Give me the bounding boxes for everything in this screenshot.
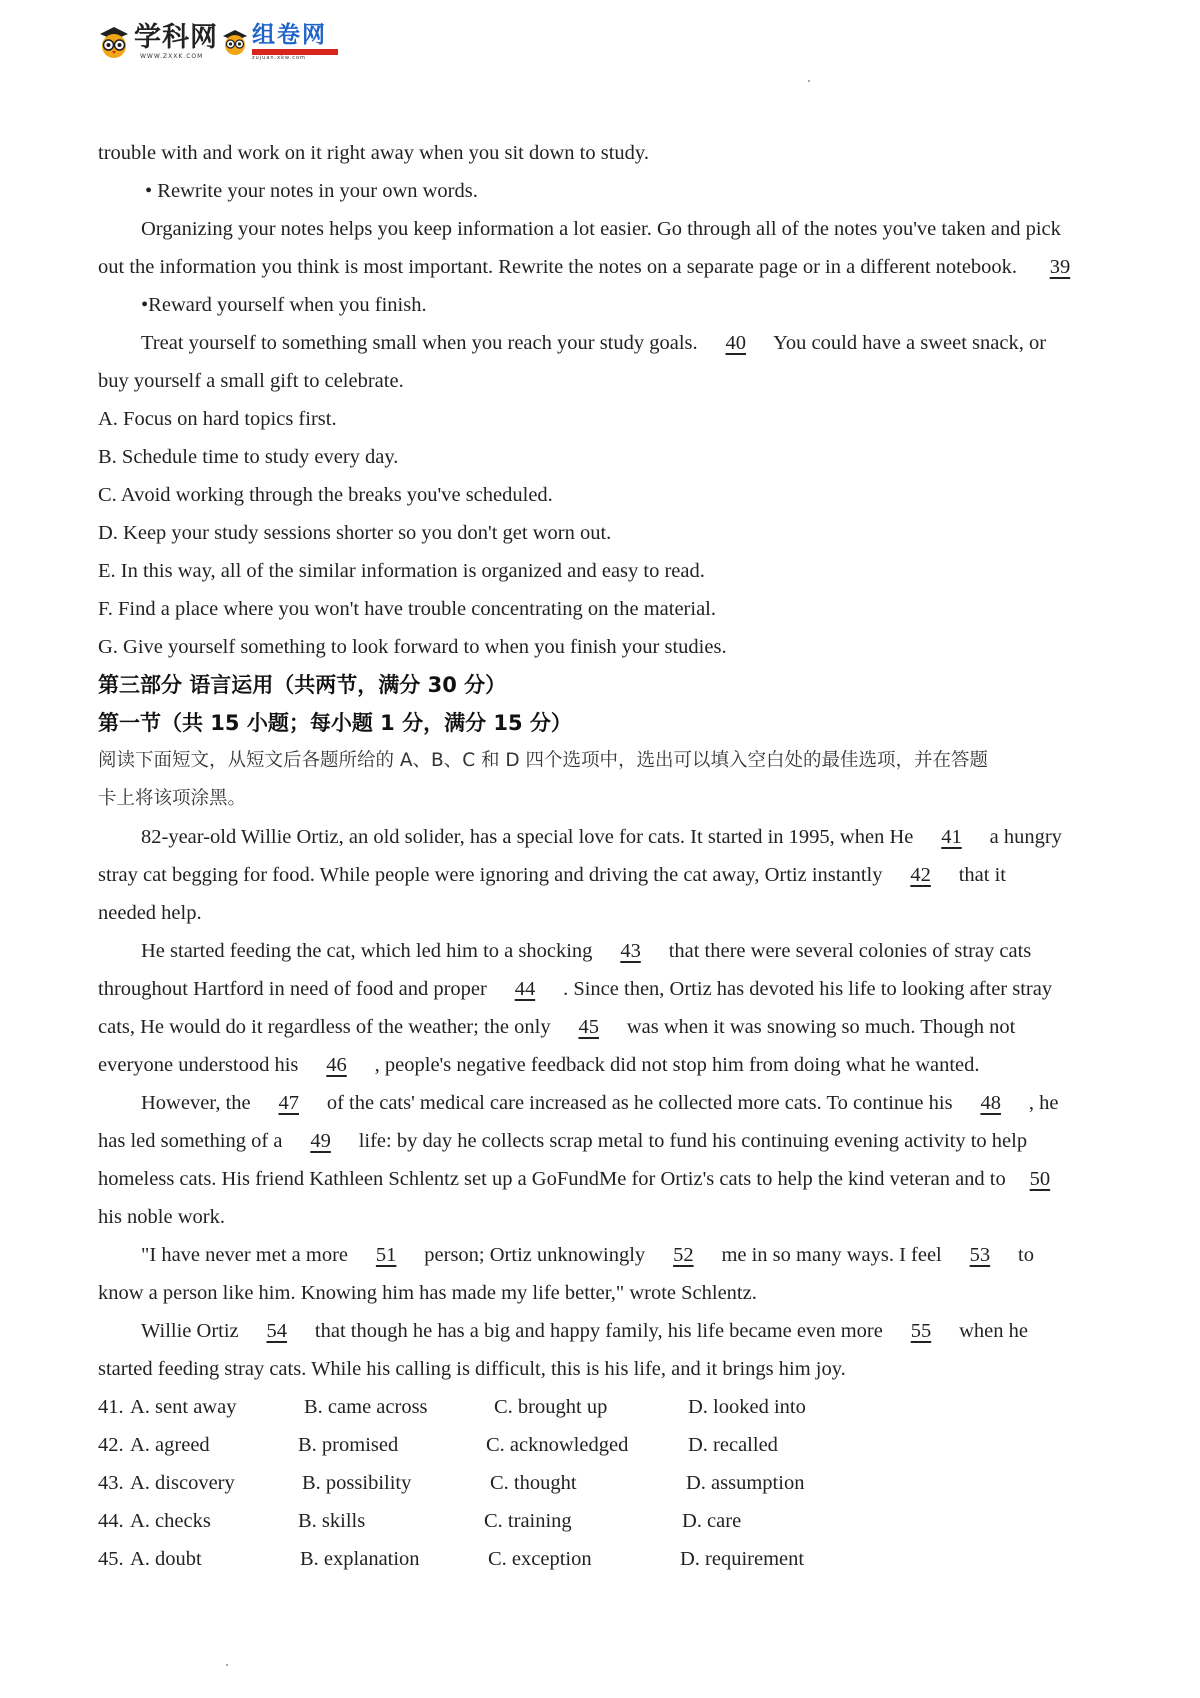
cloze-text: life: by day he collects scrap metal to fund his continuing evening activity to help: [358, 1130, 1028, 1152]
question-number: 41.: [98, 1396, 124, 1418]
cloze-text: was when it was snowing so much. Though not: [626, 1016, 1016, 1038]
question-row-44: [98, 1502, 1112, 1540]
cloze-line: [98, 1160, 1069, 1198]
answer-blank-51: 51: [375, 1244, 397, 1266]
cloze-line: [98, 856, 1006, 894]
option-item: G. Give yourself something to look forward to when you finish your studies.: [98, 636, 727, 658]
cloze-text: "I have never met a more: [141, 1244, 349, 1266]
question-row-41: [98, 1388, 1112, 1426]
passage-bullet: •Reward yourself when you finish.: [141, 294, 427, 316]
logo-title-zujuan: 组卷网: [252, 22, 327, 48]
question-row-45: [98, 1540, 1112, 1578]
choice-b: B. promised: [298, 1434, 399, 1456]
choice-a: A. agreed: [130, 1434, 210, 1456]
cloze-text: , he: [1028, 1092, 1059, 1114]
choice-c: C. exception: [488, 1548, 592, 1570]
question-number: 43.: [98, 1472, 124, 1494]
passage-line: [141, 324, 1046, 362]
owl-mascot-small-icon: [220, 27, 250, 57]
cloze-text: a hungry: [989, 826, 1062, 848]
passage-text: Treat yourself to something small when you reach your study goals.: [141, 332, 698, 354]
answer-blank-43: 43: [620, 940, 641, 962]
cloze-text: . Since then, Ortiz has devoted his life to looking after stray: [563, 978, 1053, 1000]
choice-a: A. discovery: [130, 1472, 235, 1494]
answer-blank-49: 49: [310, 1130, 331, 1152]
cloze-line: [141, 1084, 1058, 1122]
answer-blank-39: 39: [1049, 256, 1071, 278]
scan-speck: [226, 1664, 228, 1666]
cloze-line: needed help.: [98, 902, 202, 924]
cloze-text: of the cats' medical care increased as he collected more cats. To continue his: [326, 1092, 953, 1114]
answer-blank-47: 47: [278, 1092, 299, 1114]
cloze-line: [98, 970, 1052, 1008]
cloze-text: to: [1018, 1244, 1034, 1266]
cloze-text: Willie Ortiz: [141, 1320, 239, 1342]
section-title: 第三部分 语言运用（共两节，满分 30 分）: [98, 673, 507, 697]
choice-a: A. sent away: [130, 1396, 237, 1418]
cloze-line: [98, 1008, 1015, 1046]
answer-blank-44: 44: [514, 978, 536, 1000]
cloze-line: know a person like him. Knowing him has made my life better," wrote Schlentz.: [98, 1282, 757, 1304]
choice-d: D. looked into: [688, 1396, 806, 1418]
question-row-42: [98, 1426, 1112, 1464]
choice-b: B. came across: [304, 1396, 428, 1418]
cloze-text: that though he has a big and happy family, his life became even more: [314, 1320, 883, 1342]
choice-b: B. possibility: [302, 1472, 412, 1494]
cloze-text: that it: [958, 864, 1006, 886]
choice-a: A. doubt: [130, 1548, 202, 1570]
question-number: 42.: [98, 1434, 124, 1456]
answer-blank-46: 46: [326, 1054, 347, 1076]
answer-blank-48: 48: [980, 1092, 1001, 1114]
logo-url-zujuan: zujuan.xkw.com: [252, 55, 306, 61]
option-item: F. Find a place where you won't have trouble concentrating on the material.: [98, 598, 716, 620]
choice-c: C. brought up: [494, 1396, 608, 1418]
cloze-text: homeless cats. His friend Kathleen Schlentz set up a GoFundMe for Ortiz's cats to help the kind veteran and to: [98, 1168, 1006, 1190]
cloze-text: , people's negative feedback did not stop him from doing what he wanted.: [374, 1054, 980, 1076]
answer-blank-42: 42: [910, 864, 931, 886]
cloze-text: me in so many ways. I feel: [721, 1244, 942, 1266]
cloze-line: [98, 1046, 980, 1084]
choice-b: B. skills: [298, 1510, 366, 1532]
passage-bullet: • Rewrite your notes in your own words.: [145, 180, 478, 202]
passage-text: You could have a sweet snack, or: [773, 332, 1047, 354]
choice-b: B. explanation: [300, 1548, 420, 1570]
cloze-line: [141, 932, 1031, 970]
passage-line: trouble with and work on it right away when you sit down to study.: [98, 142, 649, 164]
passage-line: Organizing your notes helps you keep information a lot easier. Go through all of the notes you've taken and pick: [141, 218, 1061, 240]
question-number: 44.: [98, 1510, 124, 1532]
cloze-text: person; Ortiz unknowingly: [424, 1244, 646, 1266]
choice-d: D. requirement: [680, 1548, 805, 1570]
answer-blank-45: 45: [578, 1016, 599, 1038]
cloze-text: that there were several colonies of stray cats: [668, 940, 1032, 962]
passage-text: out the information you think is most important. Rewrite the notes on a separate page or in a different notebook.: [98, 256, 1018, 278]
cloze-line: started feeding stray cats. While his calling is difficult, this is his life, and it brings him joy.: [98, 1358, 846, 1380]
passage-line: [98, 248, 1070, 286]
logo-url: WWW.ZXXK.COM: [140, 53, 204, 60]
answer-blank-54: 54: [266, 1320, 288, 1342]
cloze-text: cats, He would do it regardless of the weather; the only: [98, 1016, 551, 1038]
question-row-43: [98, 1464, 1112, 1502]
choice-d: D. assumption: [686, 1472, 805, 1494]
subsection-title: 第一节（共 15 小题；每小题 1 分，满分 15 分）: [98, 711, 572, 735]
cloze-line: [141, 1236, 1034, 1274]
passage-line: buy yourself a small gift to celebrate.: [98, 370, 404, 392]
cloze-line: his noble work.: [98, 1206, 225, 1228]
site-logo: [96, 20, 338, 64]
option-item: D. Keep your study sessions shorter so you don't get worn out.: [98, 522, 612, 544]
cloze-text: when he: [959, 1320, 1028, 1342]
choice-d: D. recalled: [688, 1434, 778, 1456]
cloze-line: [141, 1312, 1028, 1350]
question-number: 45.: [98, 1548, 124, 1570]
choice-c: C. thought: [490, 1472, 577, 1494]
cloze-text: stray cat begging for food. While people were ignoring and driving the cat away, Ortiz instantly: [98, 864, 883, 886]
cloze-text: However, the: [141, 1092, 251, 1114]
cloze-text: has led something of a: [98, 1130, 283, 1152]
option-item: E. In this way, all of the similar information is organized and easy to read.: [98, 560, 705, 582]
cloze-line: [141, 818, 1062, 856]
cloze-text: He started feeding the cat, which led him to a shocking: [141, 940, 593, 962]
cloze-text: everyone understood his: [98, 1054, 299, 1076]
cloze-line: [98, 1122, 1027, 1160]
choice-c: C. acknowledged: [486, 1434, 629, 1456]
answer-blank-41: 41: [941, 826, 962, 848]
choice-d: D. care: [682, 1510, 742, 1532]
option-item: A. Focus on hard topics first.: [98, 408, 337, 430]
option-item: C. Avoid working through the breaks you've scheduled.: [98, 484, 553, 506]
cloze-text: throughout Hartford in need of food and proper: [98, 978, 487, 1000]
answer-blank-40: 40: [725, 332, 747, 354]
instruction-line: 卡上将该项涂黑。: [98, 788, 247, 809]
instruction-line: 阅读下面短文，从短文后各题所给的 A、B、C 和 D 四个选项中，选出可以填入空白处的最佳选项，并在答题: [98, 750, 989, 771]
answer-blank-52: 52: [673, 1244, 694, 1266]
answer-blank-50: 50: [1029, 1168, 1051, 1190]
logo-title: 学科网: [134, 22, 218, 53]
answer-blank-53: 53: [969, 1244, 991, 1266]
scan-speck: [808, 80, 810, 82]
option-item: B. Schedule time to study every day.: [98, 446, 399, 468]
choice-a: A. checks: [130, 1510, 211, 1532]
answer-blank-55: 55: [910, 1320, 932, 1342]
owl-mascot-icon: [96, 24, 132, 60]
choice-c: C. training: [484, 1510, 572, 1532]
cloze-text: 82-year-old Willie Ortiz, an old solider, has a special love for cats. It started in 1995, when He: [141, 826, 914, 848]
